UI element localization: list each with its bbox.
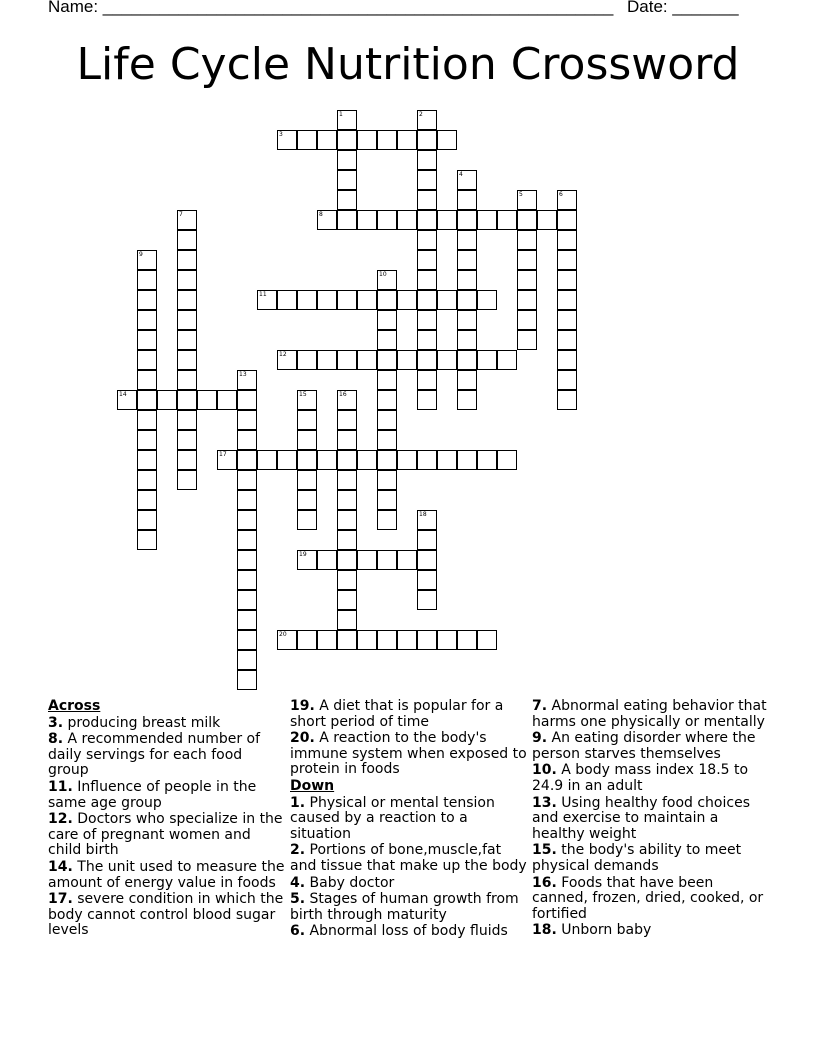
grid-cell[interactable] — [357, 290, 377, 310]
grid-cell[interactable] — [337, 150, 357, 170]
grid-cell[interactable] — [397, 630, 417, 650]
clue-number: 17. — [48, 891, 73, 908]
across-clue — [48, 892, 286, 939]
grid-cell[interactable] — [237, 470, 257, 490]
grid-cell[interactable] — [437, 350, 457, 370]
clue-number: 5. — [290, 891, 306, 908]
grid-cell[interactable] — [417, 570, 437, 590]
grid-cell[interactable] — [317, 290, 337, 310]
clue-text: the body's ability to meet physical demands — [532, 842, 742, 874]
grid-cell[interactable] — [337, 170, 357, 190]
cell-number: 16 — [339, 391, 347, 398]
grid-cell[interactable] — [177, 410, 197, 430]
grid-cell[interactable] — [237, 590, 257, 610]
grid-cell[interactable] — [417, 250, 437, 270]
clue-text: severe condition in which the body cannot control blood sugar levels — [48, 891, 284, 939]
cell-number: 7 — [179, 211, 183, 218]
grid-cell[interactable] — [417, 190, 437, 210]
down-clue — [290, 843, 528, 874]
cell-number: 9 — [139, 251, 143, 258]
grid-cell[interactable] — [517, 270, 537, 290]
grid-cell[interactable] — [317, 550, 337, 570]
grid-cell[interactable] — [137, 270, 157, 290]
grid-cell[interactable] — [317, 130, 337, 150]
grid-cell[interactable] — [417, 530, 437, 550]
grid-cell[interactable] — [177, 230, 197, 250]
grid-cell[interactable] — [557, 310, 577, 330]
grid-cell[interactable] — [377, 210, 397, 230]
grid-cell[interactable] — [177, 250, 197, 270]
clues-column-1 — [48, 699, 286, 940]
cell-number: 10 — [379, 271, 387, 278]
grid-cell[interactable] — [457, 230, 477, 250]
down-clue — [290, 796, 528, 843]
grid-cell[interactable] — [337, 350, 357, 370]
cell-number: 6 — [559, 191, 563, 198]
grid-cell[interactable] — [397, 350, 417, 370]
clue-number: 11. — [48, 778, 73, 795]
grid-cell[interactable] — [337, 590, 357, 610]
clue-number: 20. — [290, 730, 315, 747]
grid-cell[interactable] — [377, 410, 397, 430]
grid-cell[interactable] — [297, 470, 317, 490]
clue-text: The unit used to measure the amount of energy value in foods — [48, 858, 285, 891]
clues-column-3 — [532, 699, 770, 940]
grid-cell[interactable] — [357, 350, 377, 370]
grid-cell[interactable] — [137, 510, 157, 530]
grid-cell[interactable] — [337, 610, 357, 630]
clue-number: 4. — [290, 874, 306, 891]
grid-cell[interactable] — [177, 290, 197, 310]
grid-cell[interactable] — [457, 390, 477, 410]
grid-cell[interactable] — [297, 410, 317, 430]
clue-text: A recommended number of daily servings for each food group — [48, 731, 261, 779]
across-clue — [48, 716, 286, 732]
cell-number: 17 — [219, 451, 227, 458]
across-clue — [48, 812, 286, 859]
grid-cell[interactable] — [377, 490, 397, 510]
clue-text: Portions of bone,muscle,fat and tissue that make up the body — [290, 842, 527, 874]
grid-cell[interactable] — [317, 350, 337, 370]
grid-cell[interactable] — [417, 590, 437, 610]
grid-cell[interactable] — [437, 210, 457, 230]
grid-cell[interactable] — [337, 530, 357, 550]
grid-cell[interactable] — [297, 630, 317, 650]
grid-cell[interactable] — [337, 430, 357, 450]
cell-number: 18 — [419, 511, 427, 518]
grid-cell[interactable] — [457, 270, 477, 290]
grid-cell[interactable] — [177, 390, 197, 410]
grid-cell[interactable] — [137, 390, 157, 410]
grid-cell[interactable] — [437, 290, 457, 310]
cell-number: 1 — [339, 111, 343, 118]
grid-cell[interactable] — [437, 130, 457, 150]
grid-cell[interactable] — [337, 210, 357, 230]
down-clue — [532, 843, 770, 874]
grid-cell[interactable] — [177, 330, 197, 350]
grid-cell[interactable] — [377, 350, 397, 370]
grid-cell[interactable] — [377, 450, 397, 470]
grid-cell[interactable] — [297, 490, 317, 510]
grid-cell[interactable] — [137, 470, 157, 490]
grid-cell[interactable] — [457, 630, 477, 650]
grid-cell[interactable] — [237, 390, 257, 410]
grid-cell[interactable] — [517, 210, 537, 230]
grid-cell[interactable] — [297, 350, 317, 370]
grid-cell[interactable] — [357, 630, 377, 650]
cell-number: 4 — [459, 171, 463, 178]
cell-number: 13 — [239, 371, 247, 378]
grid-cell[interactable] — [337, 550, 357, 570]
grid-cell[interactable] — [497, 450, 517, 470]
name-field[interactable]: Name: ______________________________________________________ — [48, 0, 614, 16]
grid-cell[interactable] — [137, 450, 157, 470]
grid-cell[interactable] — [417, 290, 437, 310]
grid-cell[interactable] — [357, 210, 377, 230]
clue-number: 14. — [48, 858, 73, 875]
grid-cell[interactable] — [297, 430, 317, 450]
clue-number: 6. — [290, 923, 306, 940]
grid-cell[interactable] — [417, 370, 437, 390]
grid-cell[interactable] — [457, 370, 477, 390]
grid-cell[interactable] — [177, 430, 197, 450]
clue-number: 1. — [290, 794, 306, 811]
grid-cell[interactable] — [137, 370, 157, 390]
grid-cell[interactable] — [377, 470, 397, 490]
grid-cell[interactable] — [337, 290, 357, 310]
grid-cell[interactable] — [137, 530, 157, 550]
cell-number: 2 — [419, 111, 423, 118]
grid-cell[interactable] — [237, 450, 257, 470]
clue-number: 19. — [290, 698, 315, 714]
grid-cell[interactable] — [237, 510, 257, 530]
grid-cell[interactable] — [377, 630, 397, 650]
grid-cell[interactable] — [457, 210, 477, 230]
grid-cell[interactable] — [517, 330, 537, 350]
grid-cell[interactable] — [337, 510, 357, 530]
cell-number: 15 — [299, 391, 307, 398]
date-field[interactable]: Date: _______ — [627, 0, 739, 16]
grid-cell[interactable] — [237, 630, 257, 650]
grid-cell[interactable] — [517, 310, 537, 330]
cell-number: 20 — [279, 631, 287, 638]
grid-cell[interactable] — [137, 430, 157, 450]
grid-cell[interactable] — [237, 490, 257, 510]
clue-text: A body mass index 18.5 to 24.9 in an adult — [532, 762, 749, 794]
clue-text: Physical or mental tension caused by a reaction to a situation — [290, 794, 495, 842]
grid-cell[interactable] — [397, 210, 417, 230]
down-clue — [532, 876, 770, 923]
grid-cell[interactable] — [357, 130, 377, 150]
grid-cell[interactable] — [417, 450, 437, 470]
grid-cell[interactable] — [537, 210, 557, 230]
grid-cell[interactable] — [177, 350, 197, 370]
clue-number: 18. — [532, 922, 557, 939]
grid-cell[interactable] — [557, 210, 577, 230]
grid-cell[interactable] — [237, 650, 257, 670]
grid-cell[interactable] — [237, 410, 257, 430]
grid-cell[interactable] — [377, 550, 397, 570]
grid-cell[interactable] — [557, 290, 577, 310]
grid-cell[interactable] — [377, 290, 397, 310]
clue-text: Influence of people in the same age group — [48, 778, 257, 811]
cell-number: 8 — [319, 211, 323, 218]
grid-cell[interactable] — [397, 450, 417, 470]
grid-cell[interactable] — [477, 290, 497, 310]
grid-cell[interactable] — [557, 250, 577, 270]
grid-cell[interactable] — [377, 370, 397, 390]
grid-cell[interactable] — [497, 350, 517, 370]
clue-number: 15. — [532, 842, 557, 859]
page-title: Life Cycle Nutrition Crossword — [76, 39, 740, 90]
grid-cell[interactable] — [557, 390, 577, 410]
grid-cell[interactable] — [237, 530, 257, 550]
grid-cell[interactable] — [157, 390, 177, 410]
down-clue — [532, 763, 770, 794]
grid-cell[interactable] — [417, 330, 437, 350]
grid-cell[interactable] — [317, 630, 337, 650]
grid-cell[interactable] — [297, 130, 317, 150]
grid-cell[interactable] — [377, 130, 397, 150]
grid-cell[interactable] — [557, 350, 577, 370]
across-clue — [290, 731, 528, 778]
grid-cell[interactable] — [257, 450, 277, 470]
grid-cell[interactable] — [557, 370, 577, 390]
clue-number: 3. — [48, 714, 64, 731]
grid-cell[interactable] — [417, 170, 437, 190]
grid-cell[interactable] — [237, 550, 257, 570]
grid-cell[interactable] — [177, 450, 197, 470]
grid-cell[interactable] — [497, 210, 517, 230]
grid-cell[interactable] — [137, 330, 157, 350]
grid-cell[interactable] — [357, 550, 377, 570]
down-clue — [290, 876, 528, 892]
grid-cell[interactable] — [437, 630, 457, 650]
clue-text: A diet that is popular for a short period of time — [290, 698, 504, 730]
down-clue — [290, 892, 528, 923]
clue-number: 10. — [532, 762, 557, 779]
grid-cell[interactable] — [337, 450, 357, 470]
grid-cell[interactable] — [337, 130, 357, 150]
grid-cell[interactable] — [237, 610, 257, 630]
grid-cell[interactable] — [457, 350, 477, 370]
grid-cell[interactable] — [517, 230, 537, 250]
cell-number: 12 — [279, 351, 287, 358]
grid-cell[interactable] — [517, 290, 537, 310]
clue-text: Using healthy food choices and exercise to maintain a healthy weight — [532, 794, 750, 842]
grid-cell[interactable] — [137, 350, 157, 370]
clue-text: producing breast milk — [67, 714, 221, 731]
grid-cell[interactable] — [457, 450, 477, 470]
grid-cell[interactable] — [417, 150, 437, 170]
grid-cell[interactable] — [557, 270, 577, 290]
grid-cell[interactable] — [417, 210, 437, 230]
grid-cell[interactable] — [417, 230, 437, 250]
grid-cell[interactable] — [477, 350, 497, 370]
clues-column-2 — [290, 699, 528, 941]
grid-cell[interactable] — [137, 310, 157, 330]
across-clue — [290, 699, 528, 730]
grid-cell[interactable] — [557, 330, 577, 350]
grid-cell[interactable] — [237, 570, 257, 590]
clue-text: Foods that have been canned, frozen, dried, cooked, or fortified — [532, 874, 764, 922]
grid-cell[interactable] — [217, 390, 237, 410]
across-clue — [48, 860, 286, 891]
grid-cell[interactable] — [417, 310, 437, 330]
clue-number: 16. — [532, 874, 557, 891]
grid-cell[interactable] — [337, 490, 357, 510]
grid-cell[interactable] — [457, 310, 477, 330]
grid-cell[interactable] — [377, 390, 397, 410]
grid-cell[interactable] — [397, 290, 417, 310]
down-clue — [532, 923, 770, 939]
grid-cell[interactable] — [177, 270, 197, 290]
clue-text: A reaction to the body's immune system when exposed to protein in foods — [290, 730, 527, 778]
clue-text: Unborn baby — [561, 922, 652, 939]
clue-text: Abnormal eating behavior that harms one physically or mentally — [532, 698, 767, 730]
grid-cell[interactable] — [237, 670, 257, 690]
cell-number: 11 — [259, 291, 267, 298]
grid-cell[interactable] — [477, 630, 497, 650]
grid-cell[interactable] — [397, 130, 417, 150]
clue-number: 12. — [48, 811, 73, 828]
grid-cell[interactable] — [177, 370, 197, 390]
grid-cell[interactable] — [417, 390, 437, 410]
grid-cell[interactable] — [417, 350, 437, 370]
grid-cell[interactable] — [297, 450, 317, 470]
grid-cell[interactable] — [297, 510, 317, 530]
grid-cell[interactable] — [277, 290, 297, 310]
grid-cell[interactable] — [377, 430, 397, 450]
grid-cell[interactable] — [377, 510, 397, 530]
grid-cell[interactable] — [477, 450, 497, 470]
grid-cell[interactable] — [137, 490, 157, 510]
down-clue — [532, 796, 770, 843]
grid-cell[interactable] — [177, 470, 197, 490]
grid-cell[interactable] — [377, 330, 397, 350]
cell-number: 3 — [279, 131, 283, 138]
grid-cell[interactable] — [337, 190, 357, 210]
grid-cell[interactable] — [457, 250, 477, 270]
cell-number: 14 — [119, 391, 127, 398]
grid-cell[interactable] — [177, 310, 197, 330]
grid-cell[interactable] — [197, 390, 217, 410]
grid-cell[interactable] — [337, 410, 357, 430]
clue-text: Doctors who specialize in the care of pregnant women and child birth — [48, 811, 283, 859]
cell-number: 5 — [519, 191, 523, 198]
grid-cell[interactable] — [457, 330, 477, 350]
across-clue — [48, 780, 286, 811]
clue-number: 8. — [48, 731, 64, 748]
clue-text: An eating disorder where the person starves themselves — [532, 730, 756, 762]
grid-cell[interactable] — [137, 290, 157, 310]
clue-number: 2. — [290, 842, 306, 859]
grid-cell[interactable] — [137, 410, 157, 430]
clue-number: 13. — [532, 794, 557, 811]
down-clue — [290, 924, 528, 940]
down-clue — [532, 699, 770, 730]
grid-cell[interactable] — [417, 270, 437, 290]
clue-text: Stages of human growth from birth through maturity — [290, 891, 519, 923]
grid-cell[interactable] — [417, 130, 437, 150]
grid-cell[interactable] — [237, 430, 257, 450]
grid-cell[interactable] — [417, 550, 437, 570]
grid-cell[interactable] — [397, 550, 417, 570]
grid-cell[interactable] — [337, 470, 357, 490]
grid-cell[interactable] — [337, 630, 357, 650]
grid-cell[interactable] — [337, 570, 357, 590]
clue-text: Abnormal loss of body fluids — [309, 923, 508, 940]
grid-cell[interactable] — [437, 450, 457, 470]
grid-cell[interactable] — [457, 190, 477, 210]
grid-cell[interactable] — [517, 250, 537, 270]
down-clue — [532, 731, 770, 762]
grid-cell[interactable] — [277, 450, 297, 470]
cell-number: 19 — [299, 551, 307, 558]
grid-cell[interactable] — [477, 210, 497, 230]
grid-cell[interactable] — [377, 310, 397, 330]
grid-cell[interactable] — [457, 290, 477, 310]
clue-number: 9. — [532, 730, 548, 747]
clue-text: Baby doctor — [309, 874, 395, 891]
grid-cell[interactable] — [557, 230, 577, 250]
grid-cell[interactable] — [297, 290, 317, 310]
grid-cell[interactable] — [357, 450, 377, 470]
across-clue — [48, 732, 286, 779]
across-heading: Across — [48, 698, 101, 714]
clue-number: 7. — [532, 698, 548, 714]
down-heading: Down — [290, 777, 335, 794]
grid-cell[interactable] — [417, 630, 437, 650]
grid-cell[interactable] — [317, 450, 337, 470]
